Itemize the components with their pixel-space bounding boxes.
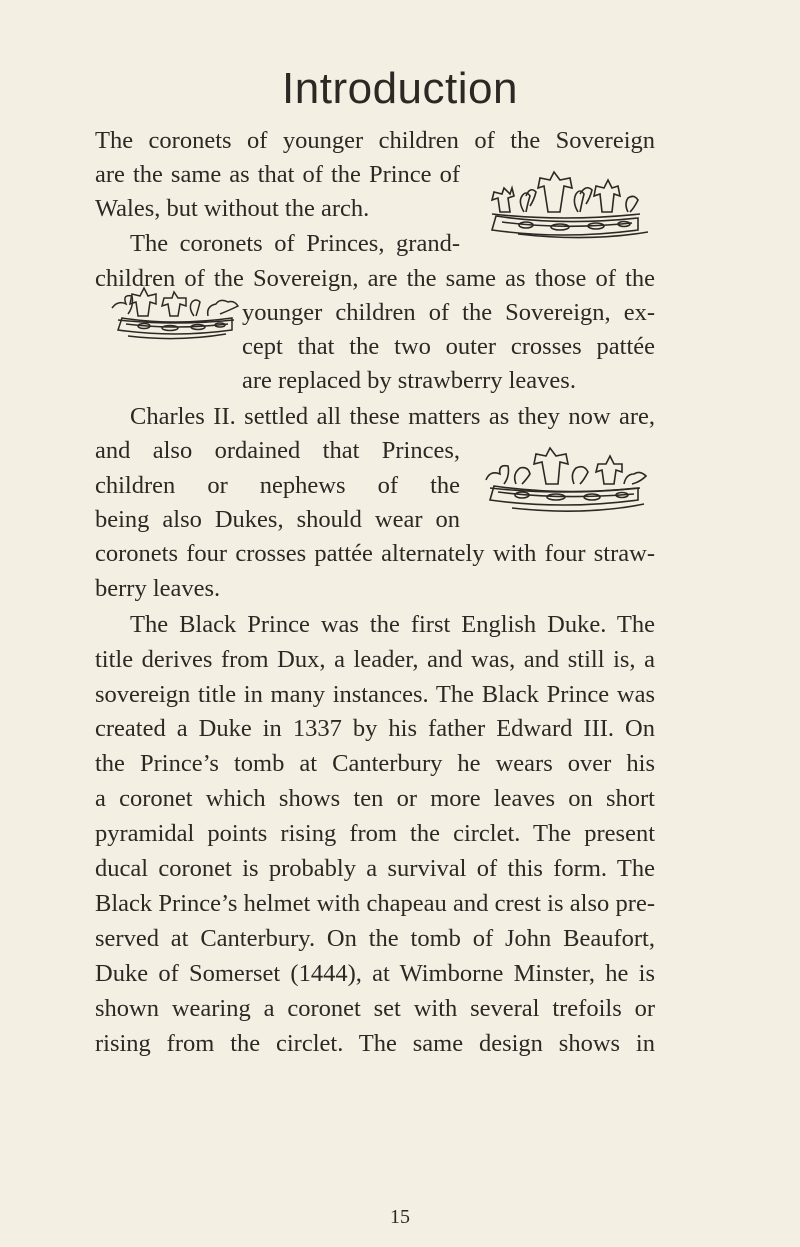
text-line-26: shown wearing a coronet set with several trefoils or — [95, 995, 655, 1022]
text-line-7: cept that the two outer crosses pattée — [242, 333, 655, 360]
text-line-8: are replaced by strawberry leaves. — [242, 367, 576, 394]
text-line-21: pyramidal points rising from the circlet. The present — [95, 820, 655, 847]
text-line-5: children of the Sovereign, are the same as those of the — [95, 265, 655, 292]
text-line-14: berry leaves. — [95, 575, 221, 602]
coronet-crosses-fleurs-icon — [478, 168, 648, 240]
text-line-13: coronets four crosses pattée alternately with four straw- — [95, 540, 655, 567]
text-line-1: The coronets of younger children of the Sovereign — [95, 127, 655, 154]
coronet-crosses-strawberry-alternate-icon — [476, 446, 648, 516]
text-line-20: a coronet which shows ten or more leaves on short — [95, 785, 655, 812]
text-line-18: created a Duke in 1337 by his father Edward III. On — [95, 715, 655, 742]
text-line-25: Duke of Somerset (1444), at Wimborne Minster, he is — [95, 960, 655, 987]
page-number: 15 — [390, 1206, 410, 1228]
text-line-23: Black Prince’s helmet with chapeau and crest is also pre- — [95, 890, 655, 917]
text-line-19: the Prince’s tomb at Canterbury he wears over his — [95, 750, 655, 777]
coronet-crosses-strawberry-icon — [108, 280, 240, 344]
text-line-11: children or nephews of the — [95, 472, 460, 499]
text-line-10: and also ordained that Princes, — [95, 437, 460, 464]
text-line-22: ducal coronet is probably a survival of this form. The — [95, 855, 655, 882]
text-line-24: served at Canterbury. On the tomb of John Beaufort, — [95, 925, 655, 952]
text-line-9: Charles II. settled all these matters as they now are, — [130, 403, 655, 430]
text-line-12: being also Dukes, should wear on — [95, 506, 460, 533]
text-line-3: Wales, but without the arch. — [95, 195, 370, 222]
page-title: Introduction — [282, 64, 518, 113]
text-line-2: are the same as that of the Prince of — [95, 161, 460, 188]
text-line-27: rising from the circlet. The same design shows in — [95, 1030, 655, 1057]
text-line-6: younger children of the Sovereign, ex- — [242, 299, 655, 326]
text-line-4: The coronets of Princes, grand- — [130, 230, 460, 257]
text-line-17: sovereign title in many instances. The Black Prince was — [95, 681, 655, 708]
text-line-15: The Black Prince was the first English Duke. The — [130, 611, 655, 638]
text-line-16: title derives from Dux, a leader, and was, and still is, a — [95, 646, 655, 673]
